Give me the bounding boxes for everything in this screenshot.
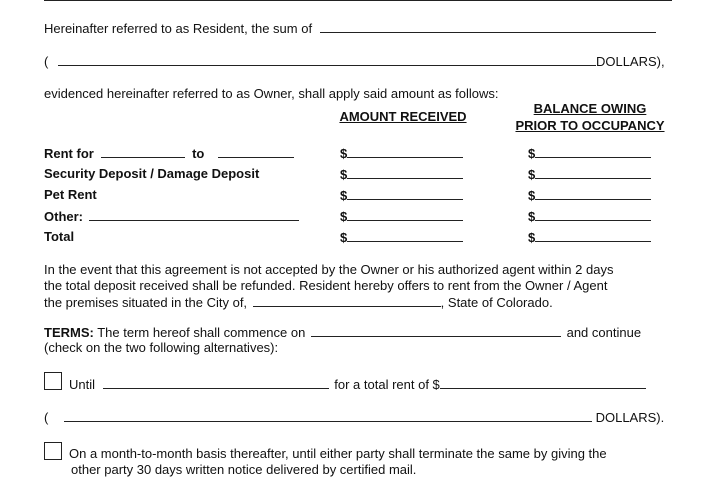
dollars-amount-line <box>44 53 665 70</box>
rent-from-date-field[interactable] <box>101 145 185 158</box>
terms-commence-text: The term hereof shall commence on <box>97 325 306 340</box>
until-label: Until <box>69 377 96 392</box>
until-checkbox[interactable] <box>44 372 62 390</box>
security-balance-field[interactable] <box>535 166 651 179</box>
security-balance-owing <box>528 166 651 183</box>
security-received-field[interactable] <box>347 166 463 179</box>
rent-received-field[interactable] <box>347 145 463 158</box>
pet-received-field[interactable] <box>347 187 463 200</box>
total-balance-owing <box>528 229 651 246</box>
total-rent-field[interactable] <box>440 376 646 389</box>
terms-label: TERMS: <box>44 325 94 340</box>
commence-date-field[interactable] <box>311 324 561 337</box>
other-label: Other: <box>44 209 83 224</box>
other-balance-field[interactable] <box>535 208 651 221</box>
currency-symbol: $ <box>528 167 536 182</box>
other-received-field[interactable] <box>347 208 463 221</box>
amount-received-header: AMOUNT RECEIVED <box>339 109 467 124</box>
total-received-field[interactable] <box>347 229 463 242</box>
pet-balance-field[interactable] <box>535 187 651 200</box>
rent-balance-owing <box>528 145 651 162</box>
state-text: , State of Colorado. <box>440 295 553 310</box>
city-label: the premises situated in the City of, <box>44 295 248 310</box>
sum-field[interactable] <box>320 20 656 33</box>
rent-amount-received <box>340 145 463 162</box>
terms-line-1 <box>44 324 641 341</box>
rent-for-row-label <box>44 145 294 162</box>
rent-to-date-field[interactable] <box>218 145 294 158</box>
and-continue-text: and continue <box>566 325 642 340</box>
refund-line-2: the total deposit received shall be refunded. Resident hereby offers to rent from the Owner / Agent <box>44 278 608 293</box>
total-balance-field[interactable] <box>535 229 651 242</box>
other-amount-received <box>340 208 463 225</box>
rent-for-label: Rent for <box>44 146 94 161</box>
rent-balance-field[interactable] <box>535 145 651 158</box>
refund-line-1: In the event that this agreement is not accepted by the Owner or his authorized agent within 2 days <box>44 262 614 277</box>
currency-symbol: $ <box>340 209 348 224</box>
until-dollars-written-field[interactable] <box>64 409 592 422</box>
refund-line-3 <box>44 294 553 311</box>
prior-to-occupancy-header: PRIOR TO OCCUPANCY <box>515 118 665 133</box>
month-to-month-line-2: other party 30 days written notice delivered by certified mail. <box>71 462 417 477</box>
until-date-field[interactable] <box>103 376 329 389</box>
until-line <box>69 376 646 393</box>
open-paren: ( <box>44 410 49 425</box>
currency-symbol: $ <box>528 188 536 203</box>
pet-rent-label: Pet Rent <box>44 187 97 202</box>
resident-sum-line <box>44 20 656 37</box>
dollars-written-field[interactable] <box>58 53 596 66</box>
top-rule <box>44 0 672 1</box>
currency-symbol: $ <box>340 167 348 182</box>
security-deposit-label: Security Deposit / Damage Deposit <box>44 166 260 181</box>
currency-symbol: $ <box>528 230 536 245</box>
currency-symbol: $ <box>528 209 536 224</box>
other-balance-owing <box>528 208 651 225</box>
terms-line-2: (check on the two following alternatives): <box>44 340 279 355</box>
until-dollars-line <box>44 409 664 426</box>
month-to-month-checkbox[interactable] <box>44 442 62 460</box>
currency-symbol: $ <box>528 146 536 161</box>
resident-sum-text: Hereinafter referred to as Resident, the sum of <box>44 21 313 36</box>
month-to-month-line-1: On a month-to-month basis thereafter, until either party shall terminate the same by giving the <box>69 446 607 461</box>
pet-amount-received <box>340 187 463 204</box>
currency-symbol: $ <box>340 146 348 161</box>
currency-symbol: $ <box>340 230 348 245</box>
dollars-label: DOLLARS). <box>595 410 665 425</box>
total-rent-label: for a total rent of $ <box>334 377 440 392</box>
currency-symbol: $ <box>340 188 348 203</box>
security-amount-received <box>340 166 463 183</box>
open-paren: ( <box>44 54 49 69</box>
city-field[interactable] <box>253 294 441 307</box>
rent-to-label: to <box>192 146 205 161</box>
owner-apply-line: evidenced hereinafter referred to as Owner, shall apply said amount as follows: <box>44 86 499 101</box>
total-amount-received <box>340 229 463 246</box>
total-label: Total <box>44 229 75 244</box>
other-description-field[interactable] <box>89 208 299 221</box>
dollars-label: DOLLARS), <box>595 54 665 69</box>
pet-balance-owing <box>528 187 651 204</box>
balance-owing-header: BALANCE OWING <box>533 101 647 116</box>
other-row-label <box>44 208 299 225</box>
